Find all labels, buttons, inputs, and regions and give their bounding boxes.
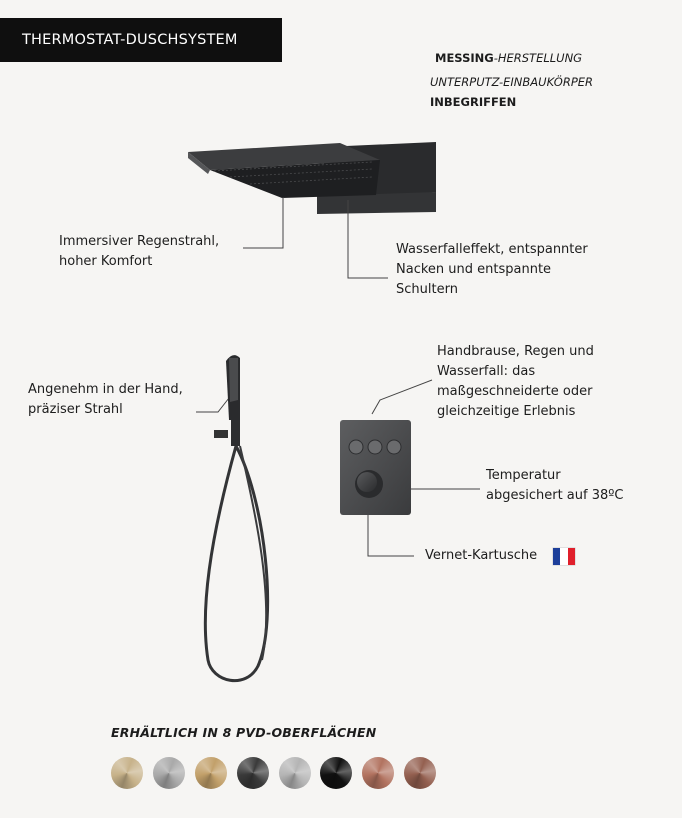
feature-brass-rest: -HERSTELLUNG xyxy=(493,51,583,65)
leader-modes xyxy=(372,380,432,414)
label-modes-line1: Handbrause, Regen und xyxy=(437,344,594,359)
label-waterfall-line3: Schultern xyxy=(396,282,458,297)
finish-swatch xyxy=(111,757,143,789)
flag-band-blue xyxy=(553,548,560,565)
leader-rain xyxy=(243,197,283,248)
finish-swatch xyxy=(404,757,436,789)
label-rain-line1: Immersiver Regenstrahl, xyxy=(59,234,220,249)
finish-swatch xyxy=(279,757,311,789)
label-modes-line2: Wasserfall: das xyxy=(437,364,536,379)
label-cartridge: Vernet-Kartusche xyxy=(425,548,538,563)
label-hand-line2: präziser Strahl xyxy=(28,402,123,417)
finish-swatch xyxy=(362,757,394,789)
label-waterfall-line1: Wasserfalleffekt, entspannter xyxy=(396,242,588,257)
label-modes-line3: maßgeschneiderte oder xyxy=(437,384,593,399)
rain-shower-head xyxy=(188,142,436,214)
flag-band-white xyxy=(560,548,567,565)
flag-band-red xyxy=(568,548,575,565)
label-temp-line2: abgesichert auf 38ºC xyxy=(486,488,624,503)
finishes-title: ERHÄLTLICH IN 8 PVD-OBERFLÄCHEN xyxy=(111,725,377,740)
feature-brass-bold: MESSING xyxy=(435,51,494,65)
feature-body-line1: UNTERPUTZ-EINBAUKÖRPER xyxy=(430,75,594,89)
label-modes-line4: gleichzeitige Erlebnis xyxy=(437,404,576,419)
label-modes xyxy=(437,342,594,422)
label-temp-line1: Temperatur xyxy=(486,468,561,483)
finish-swatch xyxy=(195,757,227,789)
label-hand-line1: Angenehm in der Hand, xyxy=(28,382,183,397)
french-flag-icon xyxy=(553,548,575,565)
label-temp xyxy=(486,466,623,506)
page-title-text: THERMOSTAT-DUSCHSYSTEM xyxy=(22,32,238,48)
hand-shower xyxy=(205,355,267,681)
leader-hand xyxy=(196,398,229,412)
finish-swatch xyxy=(320,757,352,789)
label-rain xyxy=(59,232,219,272)
finish-swatch xyxy=(153,757,185,789)
leader-cartridge xyxy=(368,512,414,556)
label-waterfall xyxy=(396,240,588,300)
feature-body-line2: INBEGRIFFEN xyxy=(430,95,517,109)
label-rain-line2: hoher Komfort xyxy=(59,254,153,269)
label-waterfall-line2: Nacken und entspannte xyxy=(396,262,552,277)
finish-swatch xyxy=(237,757,269,789)
thermostat-control xyxy=(340,420,411,515)
label-hand xyxy=(28,380,183,420)
